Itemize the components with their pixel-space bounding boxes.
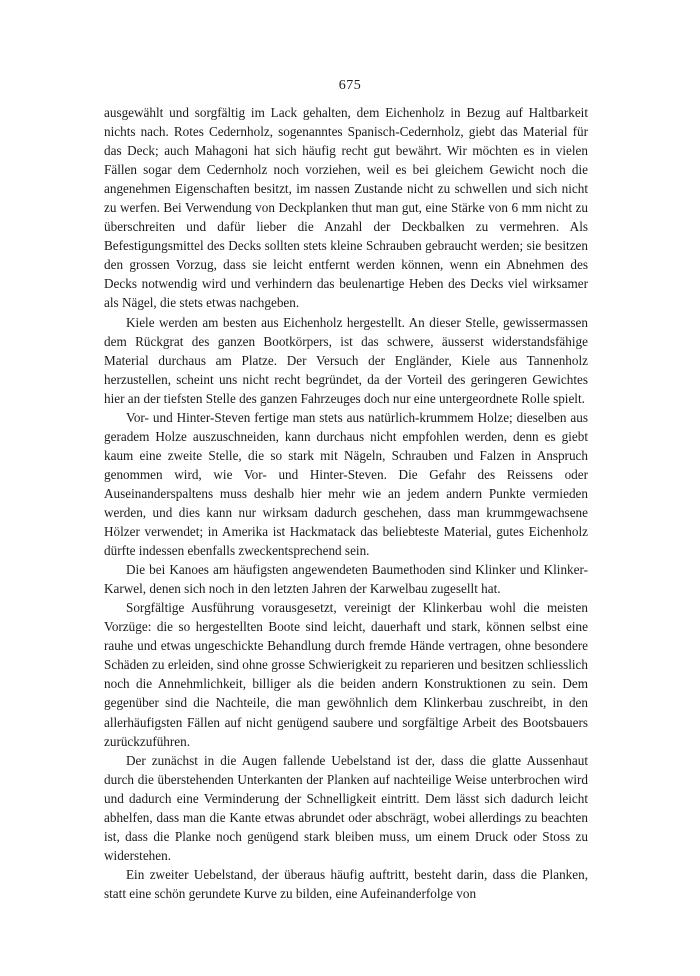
paragraph: Der zunächst in die Augen fallende Uebelstand ist der, dass die glatte Aussenhaut durch die überstehenden Unterkanten der Planken auf nachteilige Weise unterbrochen wird und dadurch eine Verminderung der Schnelligkeit eintritt. Dem lässt sich dadurch leicht abhelfen, dass man die Kante etwas abrundet oder abschrägt, wobei allerdings zu beachten ist, dass die Planke noch genügend stark bleiben muss, um einem Druck oder Stoss zu widerstehen. [104, 752, 588, 863]
paragraph: ausgewählt und sorgfältig im Lack gehalten, dem Eichenholz in Bezug auf Haltbarkeit nichts nach. Rotes Cedernholz, sogenanntes Spanisch-Cedernholz, giebt das Material für das Deck; auch Mahagoni hat sich häufig recht gut bewährt. Wir möchten es in vielen Fällen sogar dem Cedernholz noch vorziehen, weil es bei gleichem Gewicht noch die angenehmen Eigenschaften besitzt, im nassen Zustande nicht zu schwellen und sich nicht zu werfen. Bei Verwendung von Deckplanken thut man gut, eine Stärke von 6 mm nicht zu überschreiten und dafür lieber die Anzahl der Deckbalken zu vermehren. Als Befestigungsmittel des Decks sollten stets kleine Schrauben gebraucht werden; sie besitzen den grossen Vorzug, dass sie leicht entfernt werden können, wenn ein Abnehmen des Decks notwendig wird und verhindern das beulenartige Heben des Decks viel wirksamer als Nägel, die stets etwas nachgeben. [104, 105, 588, 311]
body-text [104, 103, 588, 903]
paragraph: Kiele werden am besten aus Eichenholz hergestellt. An dieser Stelle, gewissermassen dem Rückgrat des ganzen Bootkörpers, ist das schwere, äusserst widerstandsfähige Material durchaus am Platze. Der Versuch der Engländer, Kiele aus Tannenholz herzustellen, scheint uns nicht recht begründet, da der Vorteil des geringeren Gewichtes hier an der tiefsten Stelle des ganzen Fahrzeuges doch nur eine untergeordnete Rolle spielt. [104, 314, 588, 406]
paragraph: Die bei Kanoes am häufigsten angewendeten Baumethoden sind Klinker und Klinker-Karwel, denen sich noch in den letzten Jahren der Karwelbau zugesellt hat. [104, 562, 588, 597]
page-number: 675 [338, 78, 362, 93]
paragraph: Ein zweiter Uebelstand, der überaus häufig auftritt, besteht darin, dass die Planken, statt eine schön gerundete Kurve zu bilden, eine Aufeinanderfolge von [104, 866, 588, 901]
paragraph: Sorgfältige Ausführung vorausgesetzt, vereinigt der Klinkerbau wohl die meisten Vorzüge: die so hergestellten Boote sind leicht, dauerhaft und stark, können selbst eine rauhe und etwas ungeschickte Behandlung durch fremde Hände vertragen, ohne besondere Schäden zu erleiden, sind ohne grosse Schwierigkeit zu reparieren und besitzen schliesslich noch die Annehmlichkeit, billiger als die beiden andern Konstruktionen zu sein. Dem gegenüber sind die Nachteile, die man gewöhnlich dem Klinkerbau zuschreibt, in den allerhäufigsten Fällen auf nicht genügend saubere und sorgfältige Arbeit des Bootsbauers zurückzuführen. [104, 600, 588, 749]
paragraph: Vor- und Hinter-Steven fertige man stets aus natürlich-krummem Holze; dieselben aus geradem Holze auszuschneiden, kann durchaus nicht empfohlen werden, denn es giebt kaum eine zweite Stelle, die so stark mit Nägeln, Schrauben und Falzen in Anspruch genommen wird, wie Vor- und Hinter-Steven. Die Gefahr des Reissens oder Auseinanderspaltens muss deshalb hier mehr wie an jedem andern Punkte vermieden werden, und dies kann nur wirksam dadurch geschehen, dass man krummgewachsene Hölzer verwendet; in Amerika ist Hackmatack das beliebteste Material, gutes Eichenholz dürfte indessen ebenfalls zweckentsprechend sein. [104, 409, 588, 559]
